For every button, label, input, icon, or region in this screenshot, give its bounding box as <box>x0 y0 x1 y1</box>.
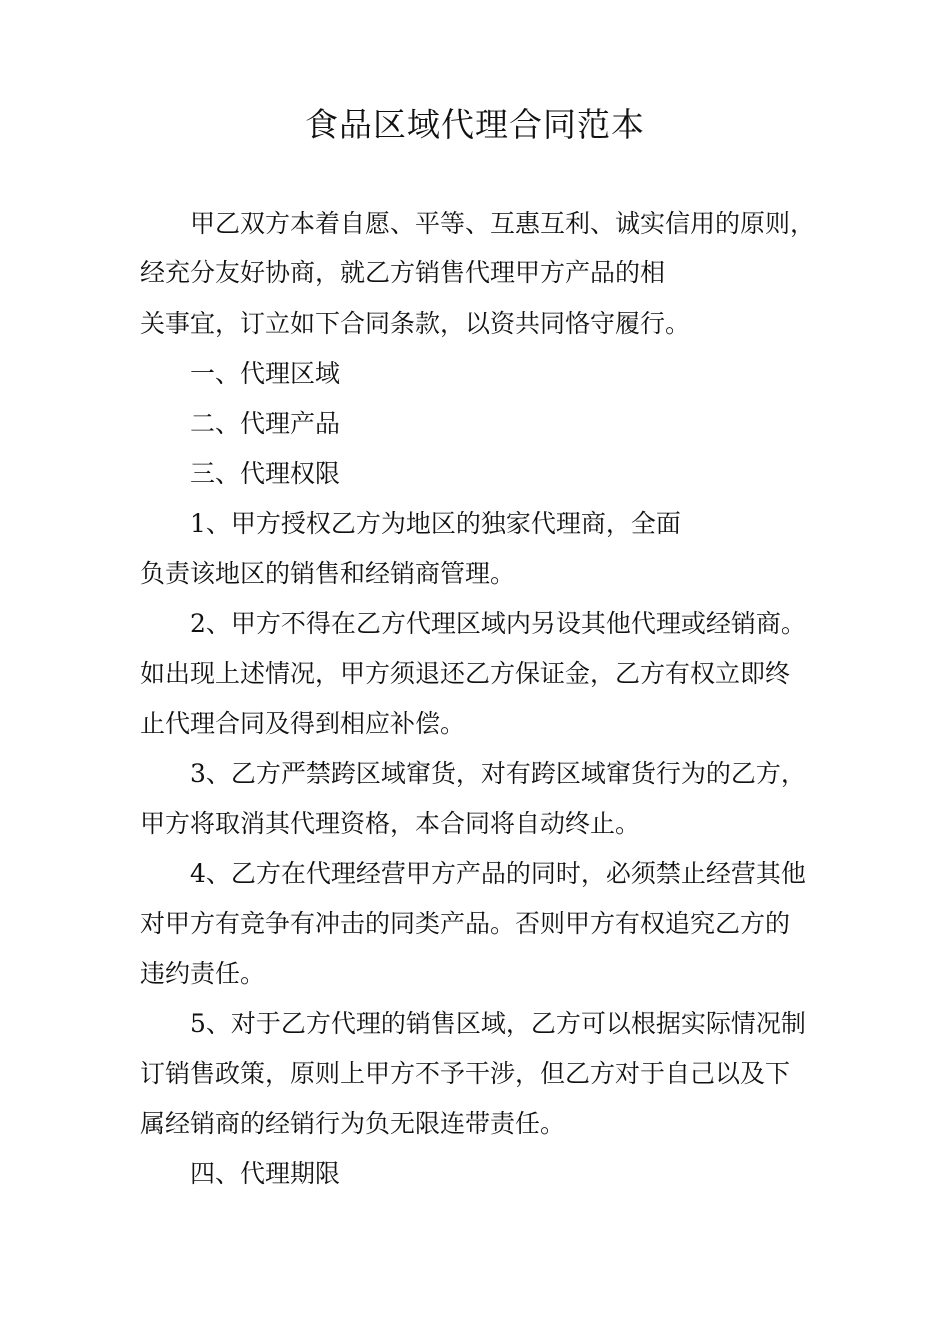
paragraph-line: 甲乙双方本着自愿、平等、互惠互利、诚实信用的原则， <box>190 209 816 238</box>
paragraph-line: 违约责任。 <box>140 959 266 988</box>
paragraph-line: 属经销商的经销行为负无限连带责任。 <box>140 1109 566 1138</box>
paragraph-line: 负责该地区的销售和经销商管理。 <box>140 559 516 588</box>
section-heading: 四、代理期限 <box>190 1159 341 1188</box>
paragraph-line: 止代理合同及得到相应补偿。 <box>140 709 466 738</box>
section-heading: 三、代理权限 <box>190 459 341 488</box>
paragraph-line: 如出现上述情况，甲方须退还乙方保证金，乙方有权立即终 <box>140 659 791 688</box>
paragraph-line: 关事宜，订立如下合同条款，以资共同恪守履行。 <box>140 309 691 338</box>
paragraph-line: 2、甲方不得在乙方代理区域内另设其他代理或经销商。 <box>190 609 806 638</box>
section-heading: 一、代理区域 <box>190 359 341 388</box>
paragraph-line: 订销售政策，原则上甲方不予干涉，但乙方对于自己以及下 <box>140 1059 791 1088</box>
paragraph-line: 甲方将取消其代理资格，本合同将自动终止。 <box>140 809 641 838</box>
paragraph-line: 对甲方有竞争有冲击的同类产品。否则甲方有权追究乙方的 <box>140 909 791 938</box>
paragraph-line: 经充分友好协商，就乙方销售代理甲方产品的相 <box>140 258 666 287</box>
paragraph-line: 5、对于乙方代理的销售区域，乙方可以根据实际情况制 <box>190 1009 806 1038</box>
paragraph-line: 4、乙方在代理经营甲方产品的同时，必须禁止经营其他 <box>190 859 806 888</box>
paragraph-line: 3、乙方严禁跨区域窜货，对有跨区域窜货行为的乙方， <box>190 759 806 788</box>
section-heading: 二、代理产品 <box>190 409 341 438</box>
document-title: 食品区域代理合同范本 <box>305 105 645 144</box>
paragraph-line: 1、甲方授权乙方为地区的独家代理商，全面 <box>190 509 681 538</box>
